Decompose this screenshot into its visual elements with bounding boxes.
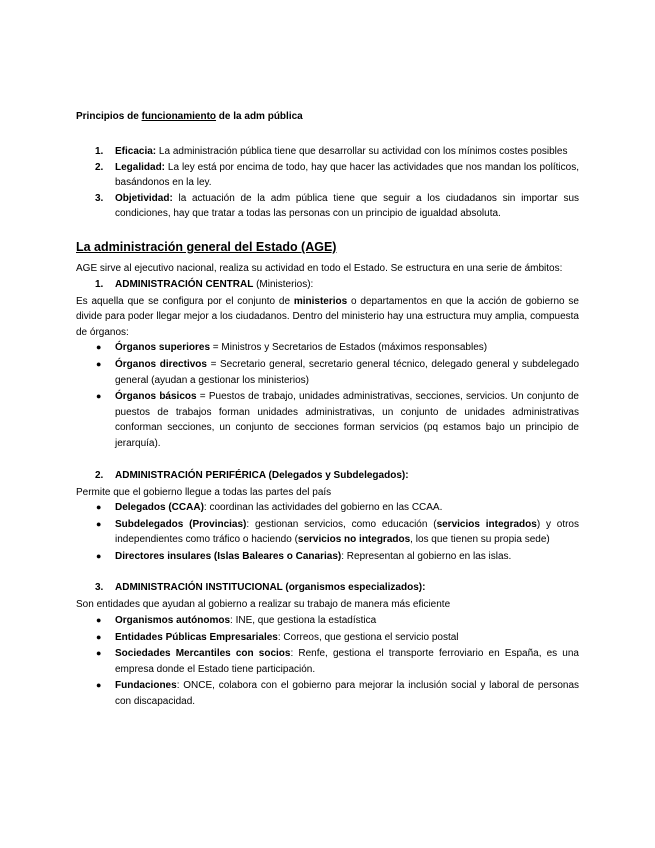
institucional-description: Son entidades que ayudan al gobierno a realizar su trabajo de manera más eficiente — [76, 599, 451, 611]
item-term: Fundaciones — [115, 680, 177, 692]
item-number: 2. — [95, 161, 104, 173]
periferica-description: Permite que el gobierno llegue a todas las partes del país — [76, 486, 332, 498]
principle-term: Objetividad: — [115, 192, 173, 204]
item-text: : Correos, que gestiona el servicio postal — [277, 631, 459, 643]
item-bold: servicios integrados — [436, 518, 537, 530]
item-text: ) y otros independientes como tráfico o haciendo ( — [115, 518, 579, 546]
section-title: ADMINISTRACIÓN PERIFÉRICA (Delegados y Subdelegados): — [115, 469, 409, 481]
bullet-icon: ● — [96, 550, 102, 561]
section-periferica-heading — [76, 468, 579, 485]
principle-item — [76, 191, 579, 222]
section-institucional-heading — [76, 580, 579, 597]
item-number: 1. — [95, 146, 104, 157]
item-term: Órganos directivos — [115, 358, 207, 370]
desc-text: Es aquella que se configura por el conjunto de — [76, 295, 294, 307]
item-text: : ONCE, colabora con el gobierno para mejorar la inclusión social y laboral de personas con discapacidad. — [115, 680, 579, 708]
document-page — [76, 109, 579, 711]
title-underlined: funcionamiento — [141, 111, 217, 122]
principle-item — [76, 144, 579, 160]
section-subtitle: (organismos especializados): — [282, 582, 426, 594]
section-title: ADMINISTRACIÓN CENTRAL — [115, 278, 254, 290]
list-item — [76, 500, 579, 516]
title-suffix: de la adm pública — [216, 111, 303, 122]
title-prefix: Principios de — [76, 111, 142, 122]
document-title — [76, 109, 579, 125]
bullet-icon: ● — [96, 502, 102, 513]
bullet-icon: ● — [96, 518, 102, 529]
item-text: = Secretario general, secretario general técnico, delegado general y subdelegado general (ayudan a gestionar los ministerios) — [115, 358, 580, 386]
institucional-bullets — [76, 613, 579, 710]
item-text: = Ministros y Secretarios de Estados (máximos responsables) — [210, 342, 488, 354]
item-number: 3. — [95, 192, 104, 204]
item-term: Subdelegados (Provincias) — [115, 518, 247, 530]
item-text: = Puestos de trabajo, unidades administrativas, secciones, servicios. Un conjunto de puestos de trabajos forman unidades administrativas, un conjunto de unidades administrativas conforman secciones, un conjunto de secciones forman servicios (pq estamos bajo un principio de jerarquía). — [115, 391, 579, 449]
list-item — [76, 517, 579, 548]
age-heading: La administración general del Estado (AGE) — [76, 239, 337, 254]
item-bold: servicios no integrados — [297, 534, 411, 546]
bullet-icon: ● — [96, 358, 102, 369]
list-item — [76, 389, 579, 451]
section-title: ADMINISTRACIÓN INSTITUCIONAL — [115, 582, 283, 594]
list-item — [76, 357, 579, 388]
list-item — [76, 678, 579, 709]
item-term: Delegados (CCAA) — [115, 502, 204, 514]
bullet-icon: ● — [96, 615, 102, 626]
list-item — [76, 613, 579, 629]
section-central-heading — [76, 277, 579, 294]
item-term: Directores insulares (Islas Baleares o Canarias) — [115, 550, 342, 562]
central-description — [76, 294, 579, 341]
principles-list — [76, 144, 579, 222]
item-term: Entidades Públicas Empresariales — [115, 631, 278, 643]
item-text: : coordinan las actividades del gobierno en las CCAA. — [203, 502, 443, 514]
list-item — [76, 630, 579, 646]
item-number: 1. — [95, 278, 104, 290]
item-term: Sociedades Mercantiles con socios — [115, 648, 291, 660]
bullet-icon: ● — [96, 631, 102, 642]
central-bullets — [76, 340, 579, 451]
item-text: : Representan al gobierno en las islas. — [341, 550, 512, 562]
bullet-icon: ● — [96, 342, 102, 353]
age-intro: AGE sirve al ejecutivo nacional, realiza su actividad en todo el Estado. Se estructura en una serie de ámbitos: — [76, 262, 563, 274]
item-text: : Renfe, gestiona el transporte ferroviario en España, es una empresa donde el Estado tiene participación. — [115, 648, 579, 675]
item-text: : INE, que gestiona la estadística — [230, 615, 377, 627]
desc-text: o departamentos en que la acción de gobierno se divide para poder llegar mejor a los ciudadanos. Dentro del ministerio hay una estructura muy amplia, compuesta de órganos: — [76, 295, 579, 338]
periferica-bullets — [76, 500, 579, 564]
principle-text: La administración pública tiene que desarrollar su actividad con los mínimos costes posibles — [156, 146, 568, 157]
desc-bold: ministerios — [293, 295, 348, 307]
item-text: , los que tienen su propia sede) — [410, 534, 550, 546]
item-text: : gestionan servicios, como educación ( — [246, 518, 437, 530]
bullet-icon: ● — [96, 680, 102, 691]
item-number: 3. — [95, 582, 104, 594]
item-number: 2. — [95, 469, 104, 481]
bullet-icon: ● — [96, 648, 102, 659]
item-term: Organismos autónomos — [115, 615, 231, 627]
principle-term: Legalidad: — [115, 161, 166, 173]
principle-text: la actuación de la adm pública tiene que seguir a los ciudadanos sin importar sus condiciones, hay que tratar a todas las personas con un principio de igualdad absoluta. — [115, 192, 579, 220]
item-term: Órganos superiores — [115, 342, 211, 354]
list-item — [76, 549, 579, 565]
principle-item — [76, 160, 579, 191]
principle-term: Eficacia: — [115, 146, 157, 157]
section-subtitle: (Ministerios): — [253, 278, 314, 290]
item-term: Órganos básicos — [115, 391, 197, 403]
principle-text: La ley está por encima de todo, hay que hacer las actividades que nos mandan los políticos, basándonos en la ley. — [115, 161, 579, 189]
bullet-icon: ● — [96, 391, 102, 402]
list-item — [76, 646, 579, 677]
list-item — [76, 340, 579, 356]
